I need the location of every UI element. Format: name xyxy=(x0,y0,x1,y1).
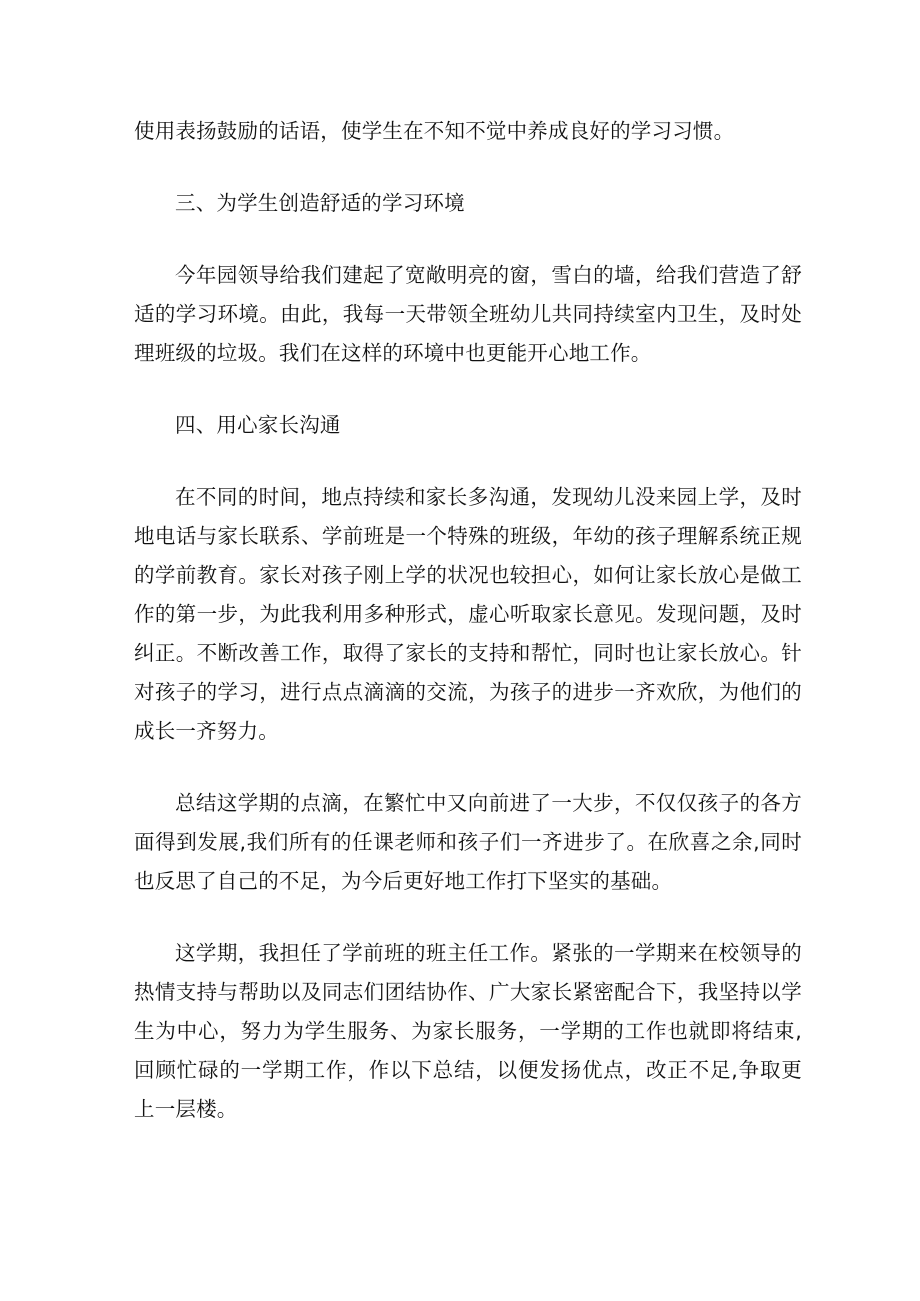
section-heading-4: 四、用心家长沟通 xyxy=(175,413,341,437)
section-heading-3: 三、为学生创造舒适的学习环境 xyxy=(175,191,465,215)
paragraph-continuation: 使用表扬鼓励的话语，使学生在不知不觉中养成良好的学习习惯。 xyxy=(134,119,735,143)
paragraph-environment: 今年园领导给我们建起了宽敞明亮的窗，雪白的墙，给我们营造了舒适的学习环境。由此，我每一天带领全班幼儿共同持续室内卫生，及时处理班级的垃圾。我们在这样的环境中也更能开心地工作。 xyxy=(134,263,802,365)
paragraph-semester-intro: 这学期，我担任了学前班的班主任工作。紧张的一学期来在校领导的热情支持与帮助以及同志们团结协作、广大家长紧密配合下，我坚持以学生为中心，努力为学生服务、为家长服务，一学期的工作也就即将结束,回顾忙碌的一学期工作，作以下总结，以便发扬优点，改正不足,争取更上一层楼。 xyxy=(134,941,802,1121)
paragraph-parent-communication: 在不同的时间，地点持续和家长多沟通，发现幼儿没来园上学，及时地电话与家长联系、学前班是一个特殊的班级，年幼的孩子理解系统正规的学前教育。家长对孩子刚上学的状况也较担心，如何让家长放心是做工作的第一步，为此我利用多种形式，虚心听取家长意见。发现问题，及时纠正。不断改善工作，取得了家长的支持和帮忙，同时也让家长放心。针对孩子的学习，进行点点滴滴的交流，为孩子的进步一齐欢欣，为他们的成长一齐努力。 xyxy=(134,485,802,743)
paragraph-summary: 总结这学期的点滴，在繁忙中又向前进了一大步，不仅仅孩子的各方面得到发展,我们所有的任课老师和孩子们一齐进步了。在欣喜之余,同时也反思了自己的不足，为今后更好地工作打下坚实的基础。 xyxy=(134,791,802,893)
